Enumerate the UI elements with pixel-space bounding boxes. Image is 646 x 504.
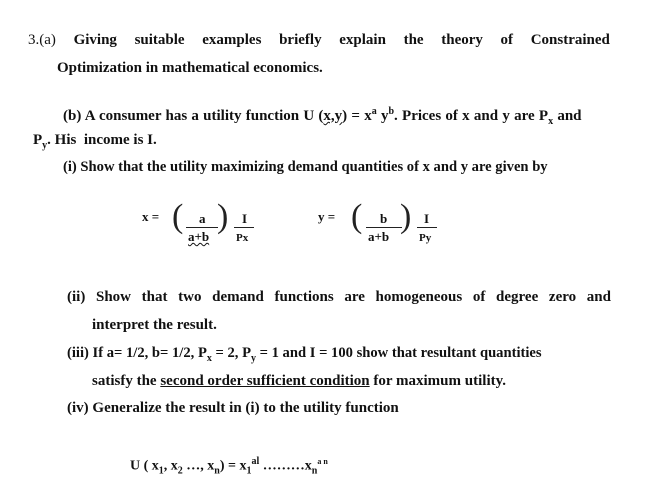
part-ii-line1: (ii) Show that two demand functions are homogeneous of degree zero and [67, 289, 611, 305]
q3a-word: Constrained [530, 32, 610, 48]
formula-y-numerator: b [380, 211, 388, 226]
q3a-word: 3.(a) [28, 32, 56, 48]
question-3b-line2: $P_y$. His income is I. [33, 132, 157, 151]
formula-x-price: Px [236, 232, 249, 244]
formula-y-denominator: a+b [368, 229, 390, 244]
formula-x-income-bar [234, 227, 254, 228]
formula-y-left-paren: ( [351, 198, 363, 235]
q3a-word: examples [202, 32, 262, 48]
formula-y-income: I [424, 211, 430, 226]
formula-x-right-paren: ) [217, 198, 229, 235]
q3a-word: the [403, 32, 424, 48]
part-ii-line2: interpret the result. [92, 317, 217, 333]
formula-y-income-bar [417, 227, 437, 228]
general-utility-function: U ( $x_1$, $x_2$ …, $x_n) = x_1^{al}$ $\dots\dots\dots x_n^{a n}$ [130, 456, 328, 477]
part-iii-line1: (iii) If a= 1/2, b= 1/2, $P_x = 2$, $P_y = 1$ and I = 100 show that resultant quantities [67, 345, 542, 364]
question-3a-line1 [28, 31, 610, 49]
q3a-word: theory [441, 32, 483, 48]
q3a-word: of [500, 32, 514, 48]
q3a-word: suitable [134, 32, 185, 48]
formula-x-fraction-bar [186, 227, 218, 228]
part-iii-line2: satisfy the second order sufficient condition for maximum utility. [92, 373, 507, 389]
formula-y-right-paren: ) [400, 198, 412, 235]
formula-x-numerator: a [199, 211, 206, 226]
q3a-word: explain [339, 32, 386, 48]
second-order-condition-phrase: second order sufficient condition [160, 373, 370, 389]
part-iv-text: (iv) Generalize the result in (i) to the utility function [67, 400, 399, 416]
formula-x-lhs: x = [142, 209, 160, 224]
formula-x-left-paren: ( [172, 198, 184, 235]
formula-y-fraction-bar [366, 227, 402, 228]
q3a-word: Giving [73, 32, 117, 48]
xy-variables: x,y [323, 108, 343, 124]
formula-x-denominator: a+b [188, 229, 210, 244]
formula-y-lhs: y = [318, 209, 336, 224]
q3a-word: briefly [279, 32, 322, 48]
formula-y-price: Py [419, 232, 432, 244]
question-3a-line2: Optimization in mathematical economics. [57, 60, 323, 76]
part-i-text: (i) Show that the utility maximizing demand quantities of x and y are given by [63, 159, 548, 175]
formula-x-income: I [242, 211, 248, 226]
question-3b-line1: (b) A consumer has a utility function U $(x,y) = x^a$ $y^b$. Prices of x and y are $P_x$ and [63, 106, 582, 127]
